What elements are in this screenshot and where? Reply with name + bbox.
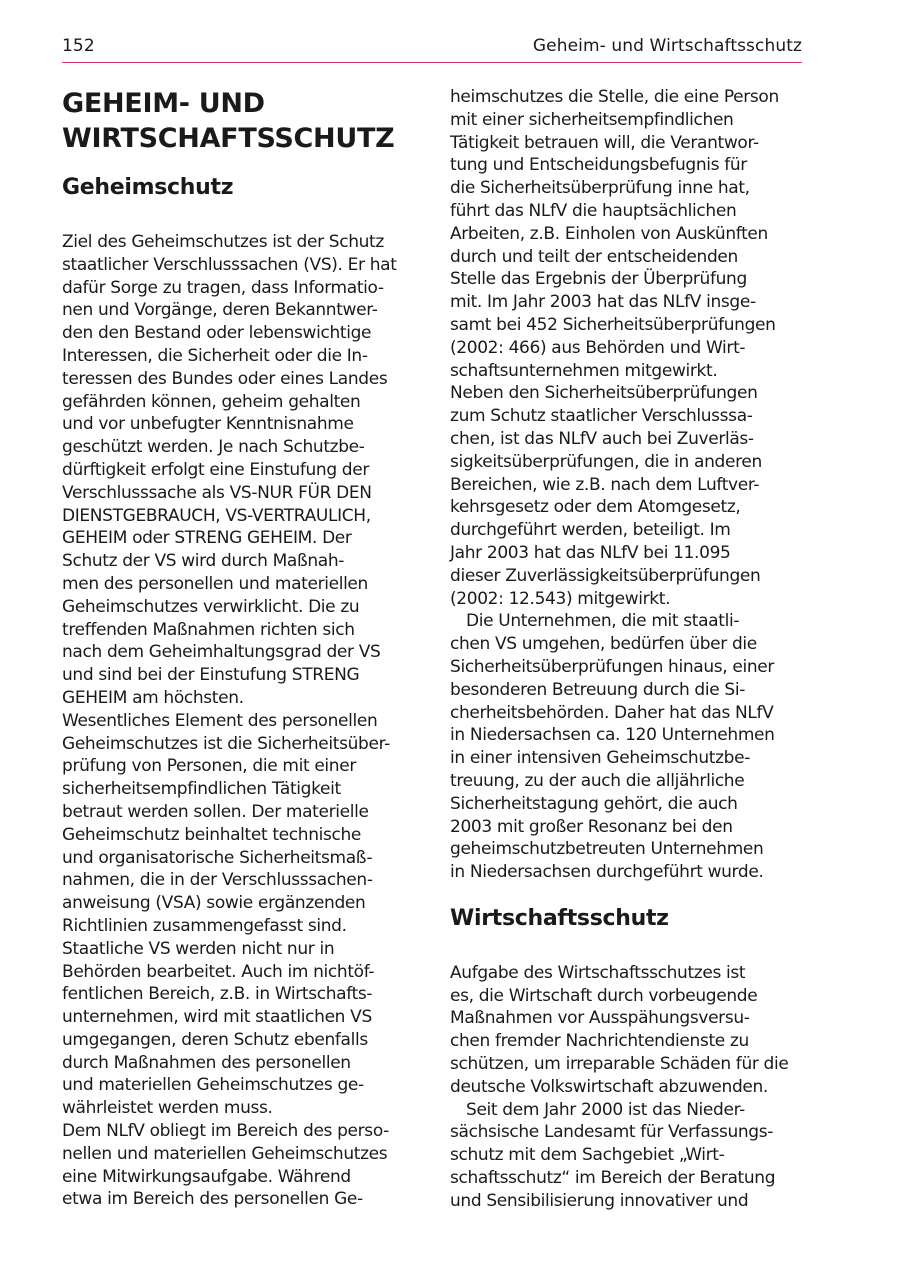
text-line: in Niedersachsen durchgeführt wurde. (450, 862, 764, 883)
text-line: Aufgabe des Wirtschaftsschutzes ist (450, 962, 746, 983)
text-line: Neben den Sicherheitsüberprüfungen (450, 383, 758, 404)
text-line: Jahr 2003 hat das NLfV bei 11.095 (450, 542, 731, 563)
text-line: durch und teilt der entscheidenden (450, 246, 738, 267)
text-line: GEHEIM am höchsten. (62, 687, 244, 708)
text-line: betraut werden sollen. Der materielle (62, 801, 369, 822)
text-line: führt das NLfV die hauptsächlichen (450, 200, 737, 221)
text-line: etwa im Bereich des personellen Ge- (62, 1189, 363, 1210)
text-line: dafür Sorge zu tragen, dass Informatio- (62, 277, 384, 298)
text-line: Behörden bearbeitet. Auch im nichtöf- (62, 961, 375, 982)
text-line: mit. Im Jahr 2003 hat das NLfV insge- (450, 292, 756, 313)
text-line: (2002: 466) aus Behörden und Wirt- (450, 337, 746, 358)
text-line: unternehmen, wird mit staatlichen VS (62, 1007, 372, 1028)
text-line: und organisatorische Sicherheitsmaß- (62, 847, 373, 868)
text-line: treffenden Maßnahmen richten sich (62, 619, 355, 640)
text-line: heimschutzes die Stelle, die eine Person (450, 87, 779, 107)
page-number: 152 (62, 36, 95, 56)
text-line: kehrsgesetz oder dem Atomgesetz, (450, 497, 741, 518)
text-line: Geheimschutzes ist die Sicherheitsüber- (62, 733, 390, 754)
text-line: treuung, zu der auch die alljährliche (450, 770, 745, 791)
body-text-continued (450, 86, 802, 884)
text-line: Maßnahmen vor Ausspähungsversu- (450, 1008, 750, 1029)
text-line: nellen und materiellen Geheimschutzes (62, 1143, 388, 1164)
text-line: besonderen Betreuung durch die Si- (450, 679, 745, 700)
text-line: die Sicherheitsüberprüfung inne hat, (450, 178, 750, 199)
text-line: durch Maßnahmen des personellen (62, 1052, 351, 1073)
text-line: prüfung von Personen, die mit einer (62, 756, 356, 777)
right-column (450, 86, 802, 1213)
text-line: Ziel des Geheimschutzes ist der Schutz (62, 232, 384, 252)
text-line: Geheimschutzes verwirklicht. Die zu (62, 596, 360, 617)
text-line: anweisung (VSA) sowie ergänzenden (62, 893, 366, 914)
text-line: GEHEIM oder STRENG GEHEIM. Der (62, 528, 352, 549)
text-line: Verschlusssache als VS-NUR FÜR DEN (62, 482, 372, 503)
text-line: Staatliche VS werden nicht nur in (62, 938, 335, 959)
chapter-title-line: WIRTSCHAFTSSCHUTZ (62, 123, 395, 154)
section-heading-geheimschutz: Geheimschutz (62, 175, 234, 200)
text-line: cherheitsbehörden. Daher hat das NLfV (450, 702, 774, 723)
text-line: Bereichen, wie z.B. nach dem Luftver- (450, 474, 760, 495)
text-line: Stelle das Ergebnis der Überprüfung (450, 269, 747, 290)
text-line: tung und Entscheidungsbefugnis für (450, 155, 747, 176)
text-line: schaftsunternehmen mitgewirkt. (450, 360, 718, 381)
text-line: Sicherheitstagung gehört, die auch (450, 793, 738, 814)
text-line: Sicherheitsüberprüfungen hinaus, einer (450, 656, 775, 677)
text-line: dürftigkeit erfolgt eine Einstufung der (62, 459, 370, 480)
text-line: und Sensibilisierung innovativer und (450, 1190, 749, 1211)
chapter-title-line: GEHEIM- UND (62, 88, 265, 119)
text-line: chen VS umgehen, bedürfen über die (450, 634, 757, 655)
text-line: durchgeführt werden, beteiligt. Im (450, 520, 731, 541)
text-line: schaftsschutz“ im Bereich der Beratung (450, 1168, 776, 1189)
text-line: Tätigkeit betrauen will, die Verantwor- (450, 132, 759, 153)
text-line: zum Schutz staatlicher Verschlusssa- (450, 406, 753, 427)
text-line: schutz mit dem Sachgebiet „Wirt- (450, 1145, 725, 1166)
text-line: umgegangen, deren Schutz ebenfalls (62, 1029, 368, 1050)
text-line: in Niedersachsen ca. 120 Unternehmen (450, 725, 775, 746)
text-line: deutsche Volkswirtschaft abzuwenden. (450, 1076, 768, 1097)
text-line: und vor unbefugter Kenntnisnahme (62, 414, 354, 435)
text-line: Interessen, die Sicherheit oder die In- (62, 345, 368, 366)
body-text-geheimschutz (62, 231, 414, 1211)
text-line: und materiellen Geheimschutzes ge- (62, 1075, 364, 1096)
text-line: (2002: 12.543) mitgewirkt. (450, 588, 671, 609)
running-title: Geheim- und Wirtschaftsschutz (532, 36, 802, 56)
text-line: Richtlinien zusammengefasst sind. (62, 915, 347, 936)
text-line: nen und Vorgänge, deren Bekanntwer- (62, 300, 378, 321)
text-line: in einer intensiven Geheimschutzbe- (450, 748, 751, 769)
text-line: schützen, um irreparable Schäden für die (450, 1054, 789, 1075)
text-line: sigkeitsüberprüfungen, die in anderen (450, 451, 762, 472)
text-line: gefährden können, geheim gehalten (62, 391, 361, 412)
text-line: Arbeiten, z.B. Einholen von Auskünften (450, 223, 768, 244)
text-line: chen, ist das NLfV auch bei Zuverläs- (450, 428, 754, 449)
text-line: mit einer sicherheitsempfindlichen (450, 109, 734, 130)
left-column (62, 86, 414, 1211)
text-line: geschützt werden. Je nach Schutzbe- (62, 437, 365, 458)
text-line: dieser Zuverlässigkeitsüberprüfungen (450, 565, 761, 586)
section-heading-wirtschaftsschutz: Wirtschaftsschutz (450, 905, 669, 931)
text-line: nahmen, die in der Verschlusssachen- (62, 870, 373, 891)
text-line: währleistet werden muss. (62, 1098, 273, 1119)
text-line: geheimschutzbetreuten Unternehmen (450, 839, 764, 860)
text-line: Die Unternehmen, die mit staatli- (466, 611, 740, 632)
text-line: eine Mitwirkungsaufgabe. Während (62, 1166, 351, 1187)
text-line: fentlichen Bereich, z.B. in Wirtschafts- (62, 984, 373, 1005)
text-line: nach dem Geheimhaltungsgrad der VS (62, 642, 381, 663)
text-line: den den Bestand oder lebenswichtige (62, 323, 372, 344)
body-text-wirtschaftsschutz (450, 962, 802, 1213)
text-line: Seit dem Jahr 2000 ist das Nieder- (466, 1099, 745, 1120)
text-line: men des personellen und materiellen (62, 573, 368, 594)
text-line: und sind bei der Einstufung STRENG (62, 665, 360, 686)
text-line: samt bei 452 Sicherheitsüberprüfungen (450, 314, 776, 335)
text-line: Wesentliches Element des personellen (62, 710, 378, 731)
page-header (62, 34, 802, 63)
text-line: teressen des Bundes oder eines Landes (62, 368, 388, 389)
text-line: Dem NLfV obliegt im Bereich des perso- (62, 1121, 389, 1142)
text-line: 2003 mit großer Resonanz bei den (450, 816, 733, 837)
text-line: Schutz der VS wird durch Maßnah- (62, 551, 345, 572)
text-line: sächsische Landesamt für Verfassungs- (450, 1122, 774, 1143)
text-line: es, die Wirtschaft durch vorbeugende (450, 985, 758, 1006)
text-line: DIENSTGEBRAUCH, VS-VERTRAULICH, (62, 505, 371, 526)
text-line: chen fremder Nachrichtendienste zu (450, 1031, 749, 1052)
text-line: Geheimschutz beinhaltet technische (62, 824, 362, 845)
text-line: sicherheitsempfindlichen Tätigkeit (62, 779, 341, 800)
text-line: staatlicher Verschlusssachen (VS). Er hat (62, 254, 397, 275)
